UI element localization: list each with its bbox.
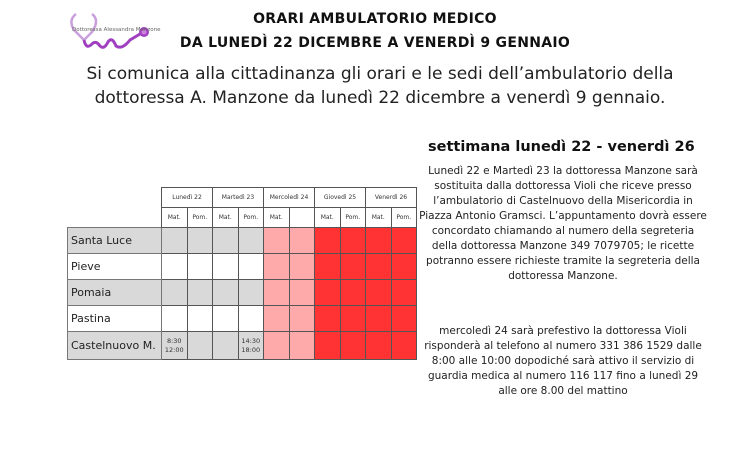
location-label: Castelnuovo M. bbox=[68, 332, 162, 360]
schedule-cell bbox=[340, 228, 366, 254]
schedule-cell bbox=[340, 332, 366, 360]
day-header: Lunedì 22 bbox=[162, 188, 213, 208]
day-header: Martedì 23 bbox=[213, 188, 264, 208]
schedule-cell bbox=[315, 332, 341, 360]
logo-text: Dottoressa Alessandra Manzone bbox=[72, 27, 161, 33]
week-title: settimana lunedì 22 - venerdì 26 bbox=[428, 139, 695, 155]
schedule-cell bbox=[366, 228, 392, 254]
period-header: Mat. bbox=[366, 208, 392, 228]
table-row bbox=[68, 228, 417, 254]
schedule-cell bbox=[264, 228, 290, 254]
period-header: Mat. bbox=[213, 208, 239, 228]
schedule-cell bbox=[187, 280, 213, 306]
week-paragraph-2: mercoledì 24 sarà prefestivo la dottoressa Violi risponderà al telefono al numero 331 386 1529 dalle 8:00 alle 10:00 dopodiché sarà attivo il servizio di guardia medica al numero 116 117 fino a lunedì 29 alle ore 8.00 del mattino bbox=[424, 325, 702, 397]
title-line-2: DA LUNEDÌ 22 DICEMBRE A VENERDÌ 9 GENNAIO bbox=[179, 35, 571, 51]
schedule-cell bbox=[366, 306, 392, 332]
blank-cell bbox=[68, 208, 162, 228]
schedule-cell: 8:30 12:00 bbox=[162, 332, 188, 360]
schedule-cell bbox=[162, 228, 188, 254]
week-paragraph-1: Lunedì 22 e Martedì 23 la dottoressa Manzone sarà sostituita dalla dottoressa Violi che riceve presso l’ambulatorio di Castelnuovo della Misericordia in Piazza Antonio Gramsci. L’appuntamento dovrà essere concordato chiamando al numero della segreteria della dottoressa Manzone 349 7079705; le ricette potranno essere richieste tramite la segreteria della dottoressa Manzone. bbox=[419, 165, 707, 282]
schedule-cell bbox=[213, 254, 239, 280]
schedule-cell bbox=[264, 254, 290, 280]
schedule-cell bbox=[213, 332, 239, 360]
schedule-cell bbox=[264, 306, 290, 332]
schedule-cell bbox=[289, 280, 315, 306]
schedule-cell bbox=[391, 228, 417, 254]
day-header: Mercoledì 24 bbox=[264, 188, 315, 208]
period-header: Mat. bbox=[315, 208, 341, 228]
period-header: Pom. bbox=[238, 208, 264, 228]
schedule-cell bbox=[340, 306, 366, 332]
schedule-cell bbox=[366, 254, 392, 280]
day-header: Giovedì 25 bbox=[315, 188, 366, 208]
blank-cell bbox=[68, 188, 162, 208]
table-row bbox=[68, 254, 417, 280]
schedule-cell bbox=[391, 280, 417, 306]
schedule-cell bbox=[340, 280, 366, 306]
schedule-cell bbox=[289, 332, 315, 360]
location-label: Pieve bbox=[68, 254, 162, 280]
schedule-cell bbox=[391, 332, 417, 360]
schedule-cell bbox=[366, 332, 392, 360]
day-header: Venerdì 26 bbox=[366, 188, 417, 208]
location-label: Pastina bbox=[68, 306, 162, 332]
schedule-cell bbox=[213, 306, 239, 332]
schedule-cell bbox=[391, 254, 417, 280]
schedule-cell bbox=[187, 332, 213, 360]
schedule-cell bbox=[187, 228, 213, 254]
schedule-cell bbox=[162, 306, 188, 332]
schedule-cell bbox=[315, 228, 341, 254]
schedule-cell bbox=[264, 332, 290, 360]
intro-text: Si comunica alla cittadinanza gli orari e le sedi dell’ambulatorio della dottoressa A. Manzone da lunedì 22 dicembre a venerdì 9 gennaio. bbox=[86, 64, 674, 108]
period-header: Mat. bbox=[162, 208, 188, 228]
title-line-1: ORARI AMBULATORIO MEDICO bbox=[253, 11, 497, 27]
schedule-cell bbox=[340, 254, 366, 280]
table-row bbox=[68, 332, 417, 360]
schedule-cell bbox=[187, 254, 213, 280]
schedule-cell bbox=[162, 254, 188, 280]
schedule-cell bbox=[315, 280, 341, 306]
period-header: Pom. bbox=[187, 208, 213, 228]
period-header bbox=[289, 208, 315, 228]
schedule-cell bbox=[264, 280, 290, 306]
schedule-cell bbox=[162, 280, 188, 306]
schedule-cell bbox=[213, 228, 239, 254]
schedule-cell: 14:30 18:00 bbox=[238, 332, 264, 360]
schedule-cell bbox=[238, 306, 264, 332]
schedule-table bbox=[67, 187, 417, 360]
schedule-cell bbox=[213, 280, 239, 306]
table-row bbox=[68, 306, 417, 332]
schedule-cell bbox=[238, 228, 264, 254]
table-row bbox=[68, 280, 417, 306]
period-header: Pom. bbox=[391, 208, 417, 228]
schedule-cell bbox=[289, 254, 315, 280]
schedule-cell bbox=[238, 280, 264, 306]
schedule-cell bbox=[238, 254, 264, 280]
schedule-cell bbox=[289, 306, 315, 332]
period-header: Mat. bbox=[264, 208, 290, 228]
location-label: Pomaia bbox=[68, 280, 162, 306]
schedule-cell bbox=[391, 306, 417, 332]
schedule-cell bbox=[366, 280, 392, 306]
schedule-cell bbox=[315, 306, 341, 332]
schedule-cell bbox=[187, 306, 213, 332]
schedule-cell bbox=[315, 254, 341, 280]
location-label: Santa Luce bbox=[68, 228, 162, 254]
schedule-cell bbox=[289, 228, 315, 254]
period-header: Pom. bbox=[340, 208, 366, 228]
